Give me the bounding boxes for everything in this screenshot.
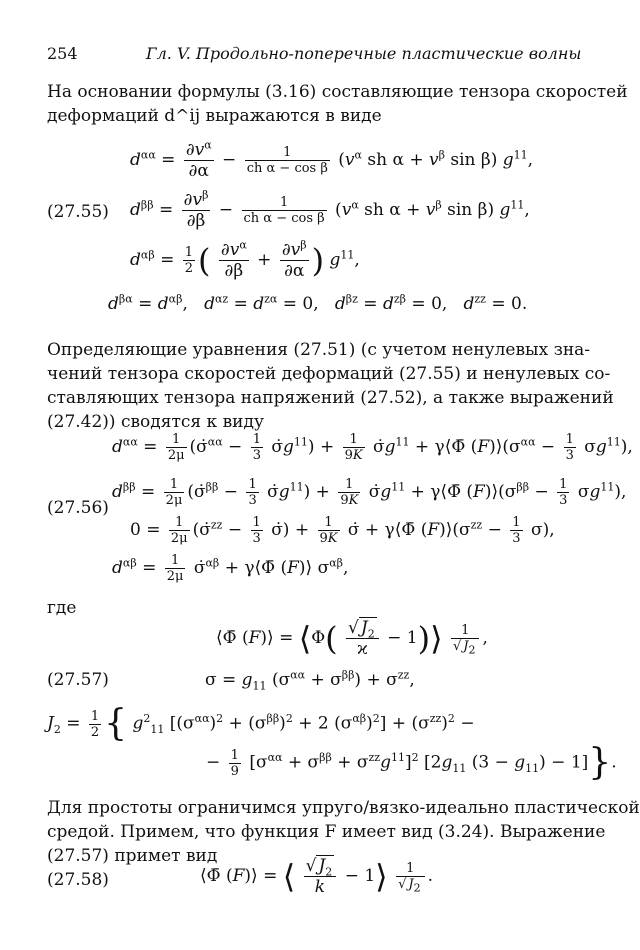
paragraph-line: средой. Примем, что функция F имеет вид (3.24). Выражение (47, 822, 606, 842)
equation-phi-bar: ⟨Φ̄ (F)⟩ = ⟨Φ( $\frac{√ J_2}{ϰ}$ − 1)⟩ $\frac{1}{√ J_2}$ , (216, 618, 488, 659)
equation-symmetry: $d^{\beta\alpha} = d^{\alpha\beta}$, $d^{\alpha z} = d^{z\alpha} = 0$, $d^{\beta z} = d^{z\beta} = 0$, $d^{zz} = 0$. (108, 292, 528, 314)
equation-j2-line1: $J_2$ = $\frac{1}{2}$ { $g^2_{11}$ [$(\sigma^{\alpha\alpha})^2 + (\sigma^{\beta\beta})^2 + 2$ $(\sigma^{\alpha\beta})^2] + (\sigma^{zz})^2$ − (47, 703, 475, 744)
equation-sigma: $\sigma = g_{11}$ $(\sigma^{\alpha\alpha} + \sigma^{\beta\beta}) + \sigma^{zz}$, (205, 668, 415, 693)
equation-d-beta-beta: $d^{\beta\beta}$ = $\frac{\partial v^\beta}{\partial\beta}$ − $\frac{1}{\text{ch α − cos β}}$ ($v^\alpha$ sh $\alpha + v^\beta$ sin β) $g^{11}$, (130, 188, 530, 231)
paragraph-line: Для простоты ограничимся упруго/вязко-идеально пластической (47, 798, 640, 818)
equation-number: (27.56) (47, 498, 109, 518)
paragraph-constitutive (47, 338, 614, 434)
equation-number: (27.55) (47, 202, 109, 222)
paragraph-line: (27.42)) сводятся к виду (47, 412, 264, 432)
where-label: где (47, 598, 77, 618)
paragraph-line: чений тензора скоростей деформаций (27.55) и ненулевых со- (47, 364, 611, 384)
running-title: Гл. V. Продольно-поперечные пластические волны (146, 44, 582, 63)
equation-j2-line2: − $\frac{1}{9}$ $[\sigma^{\alpha\alpha} + \sigma^{\beta\beta} + \sigma^{zz}g^{11}]^2$ [$2g_{11}$ $(3 - g_{11}) - 1$]}. (206, 742, 617, 783)
equation-number: (27.58) (47, 870, 109, 890)
equation-phi-bar-final: ⟨Φ̄ (F)⟩ = ⟨ $\frac{√ J_2}{k}$ − 1⟩ $\frac{1}{√ J_2}$ . (200, 856, 433, 897)
paragraph-line: (27.57) примет вид (47, 846, 218, 866)
paragraph-line: Определяющие уравнения (27.51) (с учетом ненулевых зна- (47, 340, 591, 360)
equation-constitutive-3: 0 = $\frac{1}{2\mu}$ (σ̇$^{zz}$ − $\frac{1}{3}$ σ̇) + $\frac{1}{9K}$ σ̇ + γ⟨Φ̄ $(F)⟩(\sigma^{zz}$ − $\frac{1}{3}$ σ), (130, 515, 555, 546)
equation-constitutive-1: $d^{\alpha\alpha}$ = $\frac{1}{2\mu}$ (σ̇$^{\alpha\alpha}$ − $\frac{1}{3}$ $\sigmȧg^{11}$) + $\frac{1}{9K}$ $\sigmȧg^{11}$ + γ⟨Φ̄ $(F)⟩(\sigma^{\alpha\alpha}$ − $\frac{1}{3}$ $\sigma g^{11}$), (112, 432, 633, 463)
equation-constitutive-4: $d^{\alpha\beta}$ = $\frac{1}{2\mu}$ σ̇$^{\alpha\beta}$ + γ⟨Φ̄ (F)⟩ $\sigma^{\alpha\beta}$, (112, 553, 349, 584)
equation-constitutive-2: $d^{\beta\beta}$ = $\frac{1}{2\mu}$ (σ̇$^{\beta\beta}$ − $\frac{1}{3}$ $\sigmȧg^{11}$) + $\frac{1}{9K}$ $\sigmȧg^{11}$ + γ⟨Φ̄ $(F)⟩(\sigma^{\beta\beta}$ − $\frac{1}{3}$ $\sigma g^{11}$), (112, 477, 627, 508)
paragraph-line: ставляющих тензора напряжений (27.52), а также выражений (47, 388, 614, 408)
equation-d-alpha-alpha: $d^{\alpha\alpha}$ = $\frac{\partial v^\alpha}{\partial\alpha}$ − $\frac{1}{\text{ch α − cos β}}$ ($v^\alpha$ sh $\alpha + v^\beta$ sin β) $g^{11}$, (130, 138, 534, 181)
paragraph-line: деформаций d^ij выражаются в виде (47, 106, 382, 126)
paragraph-line: На основании формулы (3.16) составляющие тензора скоростей (47, 82, 628, 102)
equation-d-alpha-beta: $d^{\alpha\beta}$ = $\frac{1}{2}$ ( $\frac{\partial v^\alpha}{\partial\beta}$ + $\frac{\partial v^\beta}{\partial\alpha}$ ) $g^{11}$, (130, 238, 360, 281)
equation-number: (27.57) (47, 670, 109, 690)
paragraph-intro (47, 80, 628, 128)
page-number: 254 (47, 44, 78, 63)
